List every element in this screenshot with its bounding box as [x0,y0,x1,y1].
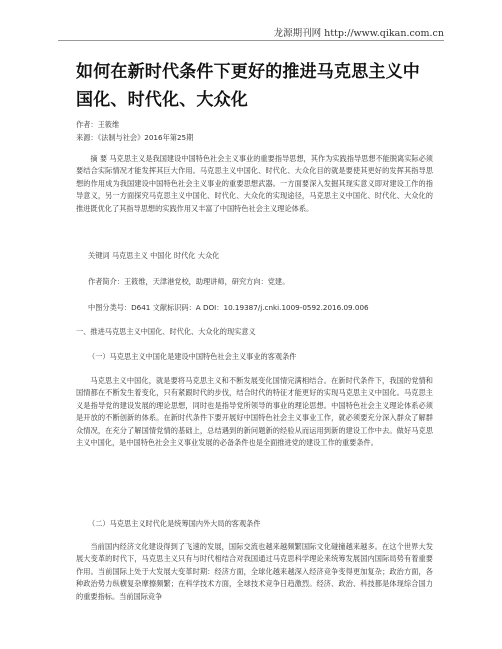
subsection-heading-2: （二）马克思主义时代化是统筹国内外大局的客观条件 [88,519,261,528]
keywords: 关键词 马克思主义 中国化 时代化 大众化 [88,251,220,260]
section-heading: 一、推进马克思主义中国化、时代化、大众化的现实意义 [76,327,256,336]
subsection-body-1: 马克思主义中国化，就是要将马克思主义和不断发展变化国情完满相结合。在新时代条件下，我国的党情和国情都在不断发生着变化，只有紧跟时代的步伐，结合时代的特征才能更好的实现马克思主义中国化。马克思主义是指导党的建设发展的理论思想，同时也是指导党所领导的事业的理论思想。中国特色社会主义理论体系必须是开放的不断创新的体系。在新时代条件下要开展好中国特色社会主义事业工作，就必须要充分深入群众了解群众情况，在充分了解国情党情的基础上，总结遇到的新问题新的经验从而运用到新的建设工作中去。做好马克思主义中国化，是中国特色社会主义事业发展的必备条件也是全面推进党的建设工作的重要条件。 [76,376,433,448]
article-title: 如何在新时代条件下更好的推进马克思主义中国化、时代化、大众化 [76,62,420,110]
page-header: 龙源期刊网 http://www.qikan.com.cn [273,28,444,39]
subsection-heading-1: （一）马克思主义中国化是建设中国特色社会主义事业的客观条件 [88,352,297,361]
source-line: 来源：《法制与社会》2016年第25期 [76,133,194,142]
subsection-body-2: 当前国内经济文化建设得到了飞速的发展，国际交流也越来越频繁国际文化碰撞越来越多。在这个世界大发展大变革的时代下，马克思主义只有与时代相结合对我国通过马克思科学理论来统筹发展国内国际局势有着重要作用。当前国际上处于大发展大变革时期：经济方面，全球化越来越深入经济竞争变得更加复杂；政治方面，各种政治势力纵横复杂摩擦频繁；在科学技术方面，全球技术竞争日趋激烈。经济、政治、科技都是体现综合国力的重要指标。当前国际竞争 [76,542,433,601]
author-line: 作者：王筱维 [76,120,120,129]
header-rule [58,40,444,41]
classification: 中图分类号：D641 文献标识码：A DOI：10.19387/j.cnki.1009-0592.2016.09.006 [88,303,369,312]
abstract: 摘 要 马克思主义是我国建设中国特色社会主义事业的重要指导思想，其作为实践指导思想不能脱离实际必须要结合实际情况才能发挥其巨大作用。马克思主义中国化、时代化、大众化目的就是要使其更好的发挥其指导思想的作用成为我国建设中国特色社会主义事业的重要思想武器。一方面要深入发掘其现实意义即对建设工作的指导意义，另一方面探究马克思主义中国化、时代化、大众化的实现途径，马克思主义中国化、时代化、大众化的推进既优化了其指导思想的实践作用又丰富了中国特色社会主义理论体系。 [76,154,433,213]
author-intro: 作者简介：王筱维，天津港党校，助理讲师，研究方向：党建。 [88,277,290,286]
